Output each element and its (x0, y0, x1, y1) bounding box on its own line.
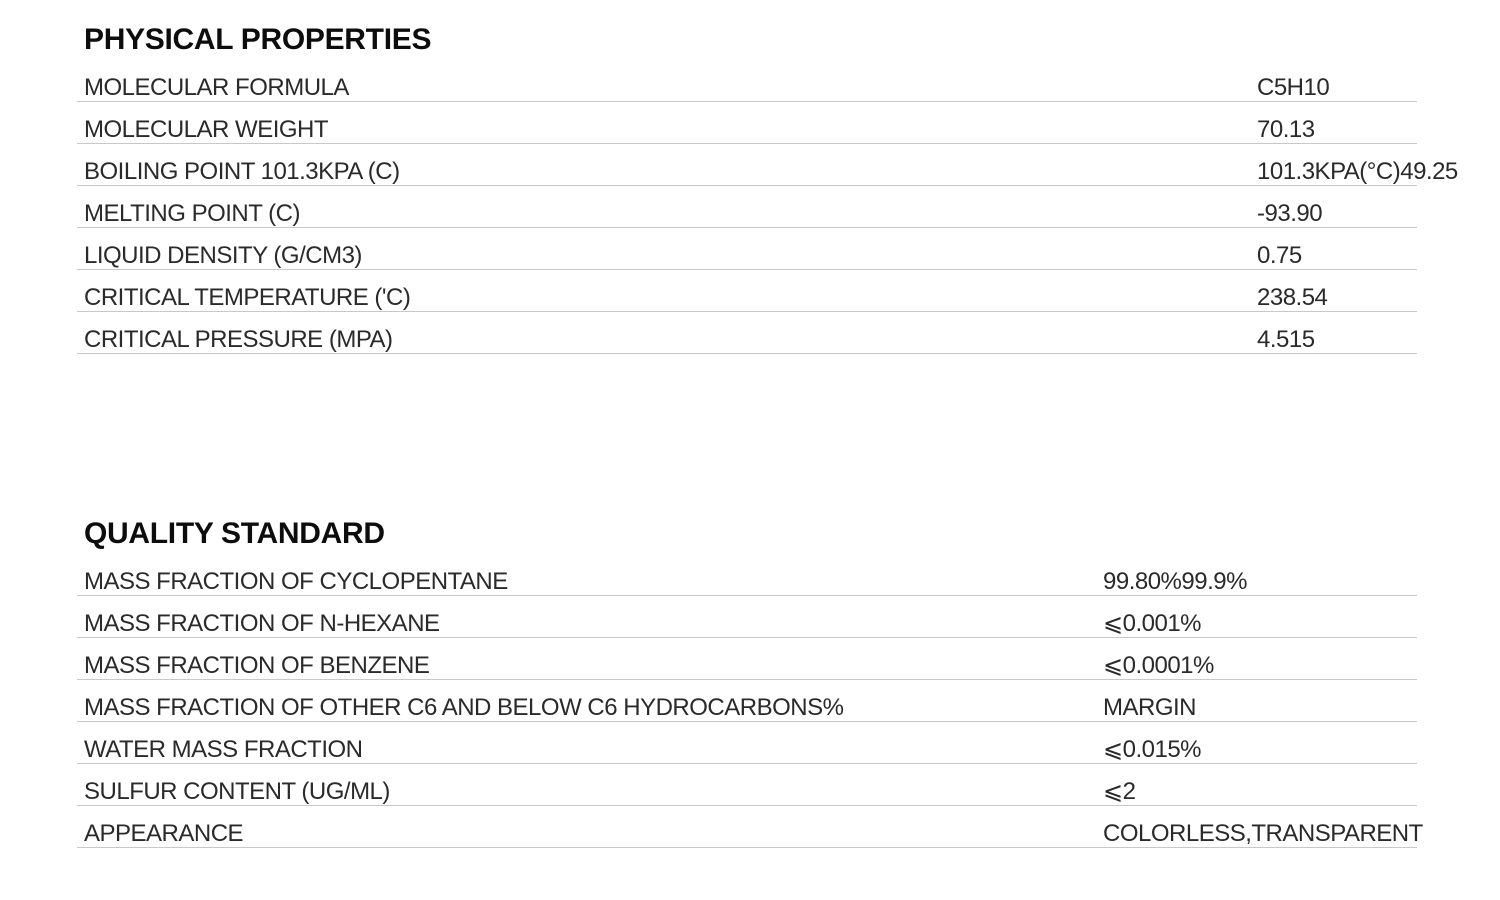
property-row (0, 270, 1500, 312)
standard-value: ⩽0.001% (1103, 610, 1202, 637)
physical-properties-title: PHYSICAL PROPERTIES (84, 23, 432, 56)
standard-label: MASS FRACTION OF BENZENE (84, 652, 430, 679)
standard-value: COLORLESS,TRANSPARENT (1103, 820, 1423, 847)
property-row (0, 144, 1500, 186)
standard-value: 99.80%99.9% (1103, 568, 1247, 595)
standard-label: APPEARANCE (84, 820, 244, 847)
property-row (0, 312, 1500, 354)
standard-row (0, 596, 1500, 638)
property-value: 101.3KPA(°C)49.25 (1257, 158, 1458, 185)
standard-row (0, 764, 1500, 806)
standard-row (0, 638, 1500, 680)
standard-row (0, 722, 1500, 764)
property-value: -93.90 (1257, 200, 1323, 227)
standard-label: SULFUR CONTENT (UG/ML) (84, 778, 390, 805)
property-label: CRITICAL TEMPERATURE ('C) (84, 284, 411, 311)
standard-row (0, 806, 1500, 848)
quality-standard-table (0, 554, 1500, 848)
standard-value: ⩽0.0001% (1103, 652, 1214, 679)
standard-label: MASS FRACTION OF OTHER C6 AND BELOW C6 HYDROCARBONS% (84, 694, 844, 721)
quality-standard-title: QUALITY STANDARD (84, 517, 385, 550)
property-value: 238.54 (1257, 284, 1328, 311)
property-row (0, 228, 1500, 270)
property-row (0, 186, 1500, 228)
standard-value: MARGIN (1103, 694, 1196, 721)
property-value: 4.515 (1257, 326, 1315, 353)
property-value: C5H10 (1257, 74, 1330, 101)
property-label: MELTING POINT (C) (84, 200, 300, 227)
standard-label: WATER MASS FRACTION (84, 736, 363, 763)
property-value: 70.13 (1257, 116, 1315, 143)
property-label: LIQUID DENSITY (G/CM3) (84, 242, 362, 269)
standard-row (0, 680, 1500, 722)
standard-row (0, 554, 1500, 596)
standard-label: MASS FRACTION OF CYCLOPENTANE (84, 568, 508, 595)
property-row (0, 60, 1500, 102)
physical-properties-table (0, 60, 1500, 354)
property-label: BOILING POINT 101.3KPA (C) (84, 158, 400, 185)
property-label: CRITICAL PRESSURE (MPA) (84, 326, 393, 353)
property-label: MOLECULAR WEIGHT (84, 116, 329, 143)
standard-value: ⩽0.015% (1103, 736, 1202, 763)
property-value: 0.75 (1257, 242, 1302, 269)
standard-value: ⩽2 (1103, 778, 1136, 805)
property-label: MOLECULAR FORMULA (84, 74, 349, 101)
standard-label: MASS FRACTION OF N-HEXANE (84, 610, 440, 637)
property-row (0, 102, 1500, 144)
